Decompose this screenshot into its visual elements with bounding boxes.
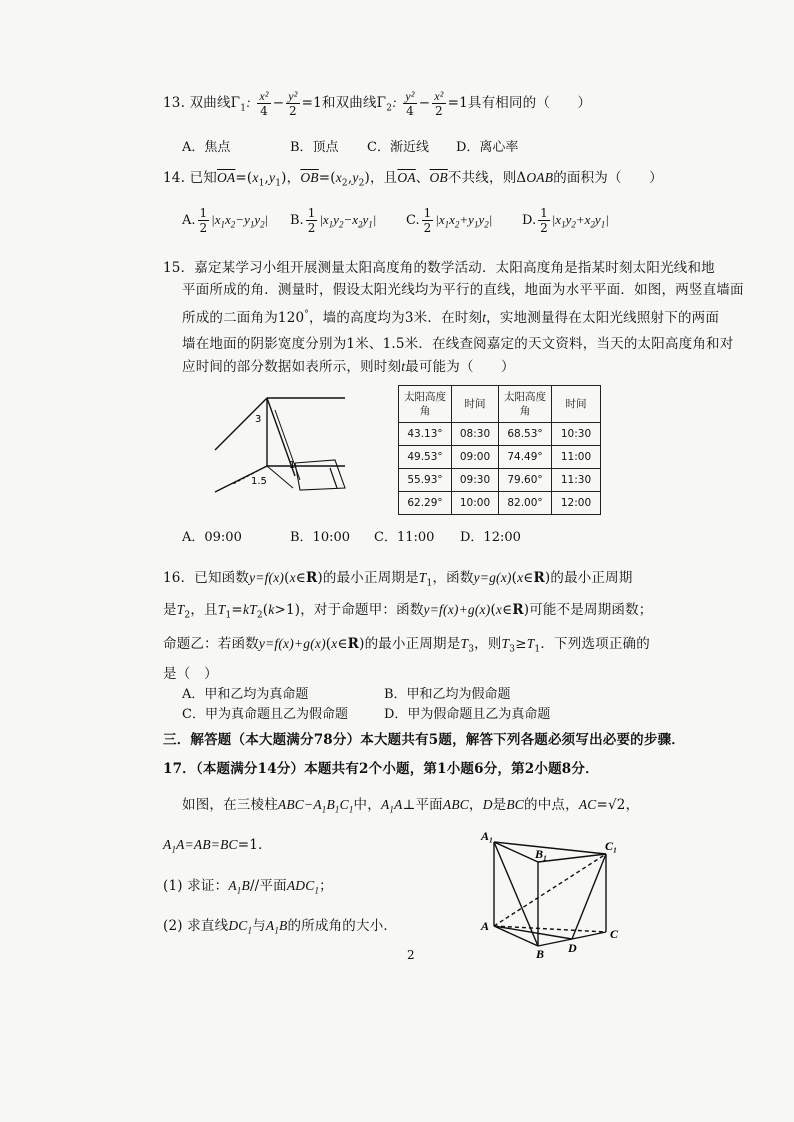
vertex-label-A: A — [481, 919, 490, 933]
q15-line-1: 15．嘉定某学习小组开展测量太阳高度角的数学活动．太阳高度角是指某时刻太阳光线和地 — [163, 260, 715, 276]
page-number: 2 — [407, 948, 415, 962]
wall-shadow-figure — [205, 388, 355, 504]
q16-line-1: 16．已知函数y=f(x)(x∈R)的最小正周期是$T_1$，函数y=g(x)(x∈R)的最小正周期 — [163, 570, 633, 589]
q13-stem: 13. 双曲线$\Gamma_1$: $\frac{\text{x²}}{4}$ − $\frac{\text{y²}}{2}$ =1和双曲线$\Gamma_2$: $\frac{\text{y²}}{4}$ − $\frac{\text{x²}}{2}$ =1具有相同的（ ） — [163, 89, 592, 118]
q14-option-a: A. $\frac{1}{2}$ $|x_1x_2-y_1y_2|$ — [182, 206, 269, 235]
q16-option-d: D．甲为假命题且乙为真命题 — [384, 707, 551, 722]
vertex-label-C1: C₁ — [605, 839, 618, 853]
table-cell: 43.13° — [399, 423, 452, 446]
edge-A1C1 — [494, 842, 606, 854]
table-cell: 09:30 — [452, 469, 499, 492]
table-header: 太阳高度角 — [499, 386, 552, 423]
table-cell: 08:30 — [452, 423, 499, 446]
segment-DC1 — [572, 854, 606, 939]
table-cell: 10:30 — [552, 423, 601, 446]
height-label: 3 — [255, 414, 262, 425]
q17-part-2: (2) 求直线$DC_1$与$A_1B$的所成角的大小． — [163, 918, 398, 936]
q16-line-3: 命题乙：若函数y=f(x)+g(x)(x∈R)的最小正周期是$T_3$，则$T_3\ge T_1$．下列选项正确的 — [163, 636, 650, 655]
table-row — [399, 469, 601, 492]
q16-option-b: B．甲和乙均为假命题 — [384, 687, 511, 702]
segment-AD — [494, 926, 572, 939]
table-cell: 10:00 — [452, 492, 499, 515]
shadow-width-2-label: 1.5 — [251, 476, 267, 487]
q16-option-c: C．甲为真命题且乙为假命题 — [182, 707, 348, 722]
table-cell: 11:30 — [552, 469, 601, 492]
q17-part-1: (1) 求证：$A_1B//$平面$ADC_1$； — [163, 878, 333, 896]
vertex-label-C: C — [610, 927, 619, 941]
table-cell: 12:00 — [552, 492, 601, 515]
q15-option-a: A．09:00 — [182, 530, 242, 545]
vertex-label-B: B — [536, 947, 545, 960]
q13-option-d: D．离心率 — [456, 140, 519, 155]
table-cell: 68.53° — [499, 423, 552, 446]
q15-option-b: B．10:00 — [290, 530, 351, 545]
table-row — [399, 492, 601, 515]
vertex-label-B1: B₁ — [535, 847, 548, 861]
table-cell: 11:00 — [552, 446, 601, 469]
shadow-region — [295, 460, 345, 490]
table-cell: 79.60° — [499, 469, 552, 492]
segment-AC1-hidden — [494, 854, 606, 926]
table-header: 时间 — [552, 386, 601, 423]
q17-line-1: 如图，在三棱柱$ABC-A_1B_1C_1$中，$A_1A\perp$平面ABC，D是BC的中点，AC=√2， — [182, 797, 640, 815]
table-header: 太阳高度角 — [399, 386, 452, 423]
q15-line-2: 平面所成的角．测量时，假设太阳光线均为平行的直线，地面为水平平面．如图，两竖直墙面 — [182, 282, 744, 298]
q14-stem: 14. 已知$\overline{OA}=(x_1,y_1)$，$\overline{OB}=(x_2,y_2)$，且$\overline{OA}$、$\overline{OB}$不共线，则ΔOAB的面积为（ ） — [163, 170, 663, 189]
q13-option-a: A．焦点 — [182, 140, 231, 155]
segment-A1B — [494, 842, 538, 946]
q14-option-b: B. $\frac{1}{2}$ $|x_1y_2-x_2y_1|$ — [290, 206, 377, 235]
q16-line-4: 是（ ） — [163, 666, 218, 682]
q15-option-c: C．11:00 — [374, 530, 435, 545]
section-3-title: 三．解答题（本大题满分78分）本大题共有5题，解答下列各题必须写出必要的步骤． — [163, 732, 685, 748]
table-cell: 62.29° — [399, 492, 452, 515]
q13-option-b: B．顶点 — [290, 140, 339, 155]
q14-option-c: C. $\frac{1}{2}$ $|x_1x_2+y_1y_2|$ — [406, 206, 493, 235]
vertex-label-A1: A₁ — [481, 829, 494, 843]
table-cell: 82.00° — [499, 492, 552, 515]
shadow-width-1-label: 1 — [289, 460, 296, 471]
table-row — [399, 423, 601, 446]
sun-altitude-table — [398, 385, 601, 515]
table-cell: 09:00 — [452, 446, 499, 469]
q16-option-a: A．甲和乙均为真命题 — [182, 687, 309, 702]
q14-option-d: D. $\frac{1}{2}$ $|x_1y_2+x_2y_1|$ — [522, 206, 609, 235]
q17-line-2: $A_1A=AB=BC=1$． — [163, 837, 272, 855]
triangular-prism-figure — [478, 826, 628, 960]
vertex-label-D: D — [568, 941, 577, 955]
q16-line-2: 是$T_2$，且$T_1=kT_2(k>1)$，对于命题甲：函数y=f(x)+g(x)(x∈R)可能不是周期函数； — [163, 602, 653, 621]
table-row — [399, 446, 601, 469]
q15-line-5: 应时间的部分数据如表所示，则时刻t最可能为（ ） — [182, 359, 515, 375]
table-header: 时间 — [452, 386, 499, 423]
q15-line-3: 所成的二面角为120°，墙的高度均为3米．在时刻t，实地测量得在太阳光线照射下的两面 — [182, 309, 720, 326]
q15-option-d: D．12:00 — [460, 530, 521, 545]
q15-line-4: 墙在地面的阴影宽度分别为1米、1.5米．在线查阅嘉定的天文资料，当天的太阳高度角和对 — [182, 336, 734, 352]
table-cell: 74.49° — [499, 446, 552, 469]
table-cell: 49.53° — [399, 446, 452, 469]
q17-heading: 17．（本题满分14分）本题共有2个小题，第1小题6分，第2小题8分． — [163, 761, 599, 777]
table-header-row — [399, 386, 601, 423]
q13-option-c: C．渐近线 — [367, 140, 429, 155]
table-cell: 55.93° — [399, 469, 452, 492]
